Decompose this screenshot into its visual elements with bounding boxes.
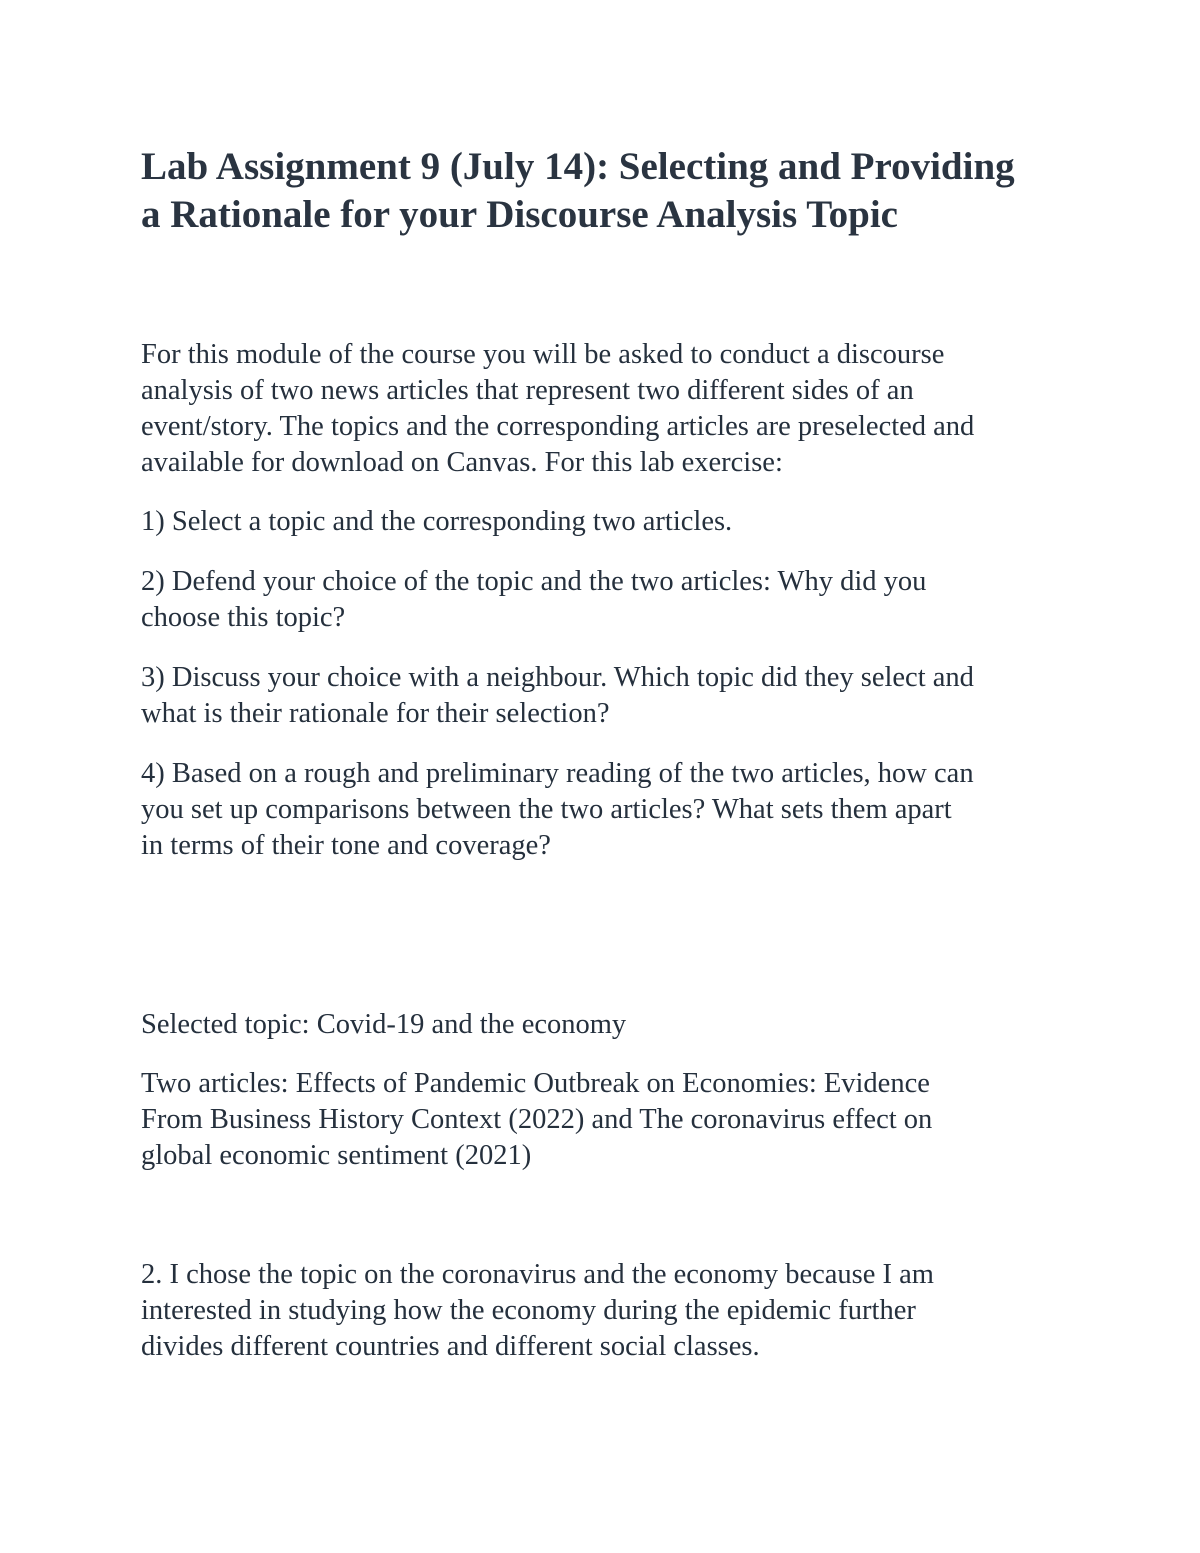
articles-paragraph: [141, 1066, 1081, 1174]
title-line: Lab Assignment 9 (July 14): Selecting and Providing: [141, 145, 1015, 188]
step-line: 3) Discuss your choice with a neighbour. Which topic did they select and: [141, 662, 974, 693]
intro-paragraph: [141, 337, 1081, 481]
intro-line: For this module of the course you will be asked to conduct a discourse: [141, 339, 945, 370]
step-item-3: [141, 660, 1081, 732]
step-line: 2) Defend your choice of the topic and the two articles: Why did you: [141, 566, 927, 597]
answer-line: interested in studying how the economy during the epidemic further: [141, 1295, 916, 1326]
step-item-4: [141, 756, 1081, 864]
articles-line: Two articles: Effects of Pandemic Outbreak on Economies: Evidence: [141, 1068, 930, 1099]
title-line: a Rationale for your Discourse Analysis Topic: [141, 193, 898, 236]
step-line: you set up comparisons between the two articles? What sets them apart: [141, 794, 952, 825]
selected-topic: [141, 1007, 1081, 1043]
step-item-1: [141, 504, 1081, 540]
step-item-2: [141, 564, 1081, 636]
step-line: choose this topic?: [141, 602, 346, 633]
intro-line: event/story. The topics and the corresponding articles are preselected and: [141, 411, 975, 442]
answer-line: 2. I chose the topic on the coronavirus and the economy because I am: [141, 1259, 934, 1290]
step-line: what is their rationale for their selection?: [141, 698, 610, 729]
step-line: 4) Based on a rough and preliminary reading of the two articles, how can: [141, 758, 974, 789]
articles-line: global economic sentiment (2021): [141, 1140, 532, 1171]
step-line: in terms of their tone and coverage?: [141, 830, 551, 861]
answer-paragraph: [141, 1257, 1081, 1365]
document-title: [141, 143, 1081, 239]
answer-line: divides different countries and different social classes.: [141, 1331, 760, 1362]
step-line: 1) Select a topic and the corresponding two articles.: [141, 506, 733, 537]
selected-topic-line: Selected topic: Covid-19 and the economy: [141, 1009, 627, 1040]
intro-line: analysis of two news articles that represent two different sides of an: [141, 375, 914, 406]
intro-line: available for download on Canvas. For this lab exercise:: [141, 447, 783, 478]
articles-line: From Business History Context (2022) and The coronavirus effect on: [141, 1104, 933, 1135]
